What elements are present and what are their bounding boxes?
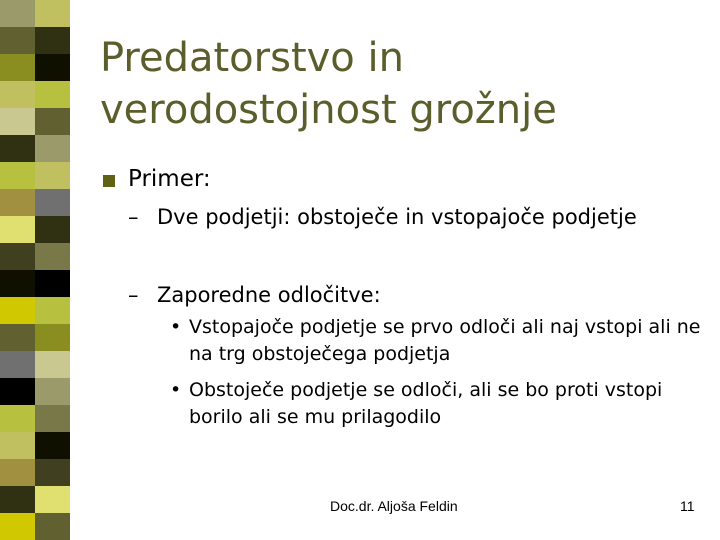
stripe-row [0,513,70,540]
sub-item-two-companies: Dve podjetji: obstoječe in vstopajoče podjetje [157,205,637,229]
stripe-cell [35,135,70,162]
stripe-row [0,270,70,297]
stripe-cell [35,189,70,216]
stripe-cell [35,324,70,351]
stripe-cell [0,189,35,216]
stripe-cell [0,459,35,486]
stripe-cell [0,297,35,324]
page-number: 11 [680,498,695,514]
stripe-cell [35,270,70,297]
stripe-cell [0,486,35,513]
stripe-row [0,162,70,189]
stripe-cell [35,0,70,27]
stripe-cell [35,405,70,432]
stripe-cell [35,54,70,81]
dash-marker: – [128,283,139,307]
stripe-cell [35,513,70,540]
stripe-cell [35,81,70,108]
stripe-cell [0,162,35,189]
stripe-row [0,27,70,54]
stripe-cell [35,243,70,270]
sub-sub-item-incumbent-decision: Obstoječe podjetje se odloči, ali se bo proti vstopi borilo ali se mu prilagodilo [189,379,663,428]
stripe-row [0,189,70,216]
stripe-cell [0,81,35,108]
stripe-cell [35,378,70,405]
stripe-row [0,324,70,351]
stripe-row [0,54,70,81]
stripe-cell [35,27,70,54]
stripe-row [0,81,70,108]
square-bullet-icon [103,175,115,187]
stripe-row [0,0,70,27]
stripe-row [0,243,70,270]
stripe-cell [0,216,35,243]
stripe-cell [0,432,35,459]
stripe-cell [0,405,35,432]
stripe-row [0,378,70,405]
stripe-row [0,297,70,324]
dot-marker: • [170,379,182,401]
stripe-row [0,135,70,162]
stripe-row [0,108,70,135]
stripe-cell [35,108,70,135]
footer-author: Doc.dr. Aljoša Feldin [330,498,458,514]
stripe-cell [35,486,70,513]
sub-item-sequential-decisions: Zaporedne odločitve: [157,283,381,307]
stripe-cell [0,54,35,81]
stripe-cell [35,351,70,378]
slide-title: Predatorstvo in verodostojnost grožnje [100,35,557,133]
stripe-cell [35,432,70,459]
stripe-cell [0,135,35,162]
stripe-cell [0,351,35,378]
stripe-row [0,459,70,486]
stripe-row [0,405,70,432]
sub-sub-item-entrant-decision: Vstopajoče podjetje se prvo odloči ali naj vstopi ali ne na trg obstoječega podjetja [189,316,701,365]
dot-marker: • [170,316,182,338]
stripe-cell [0,270,35,297]
stripe-cell [35,459,70,486]
stripe-cell [35,297,70,324]
stripe-row [0,486,70,513]
stripe-cell [0,324,35,351]
stripe-cell [0,108,35,135]
stripe-cell [0,0,35,27]
stripe-cell [0,243,35,270]
stripe-row [0,216,70,243]
dash-marker: – [128,205,139,229]
decorative-stripe-bar [0,0,70,540]
stripe-cell [35,162,70,189]
bullet-primer: Primer: [128,166,211,192]
stripe-row [0,432,70,459]
stripe-cell [0,513,35,540]
stripe-cell [0,378,35,405]
stripe-row [0,351,70,378]
stripe-cell [0,27,35,54]
stripe-cell [35,216,70,243]
